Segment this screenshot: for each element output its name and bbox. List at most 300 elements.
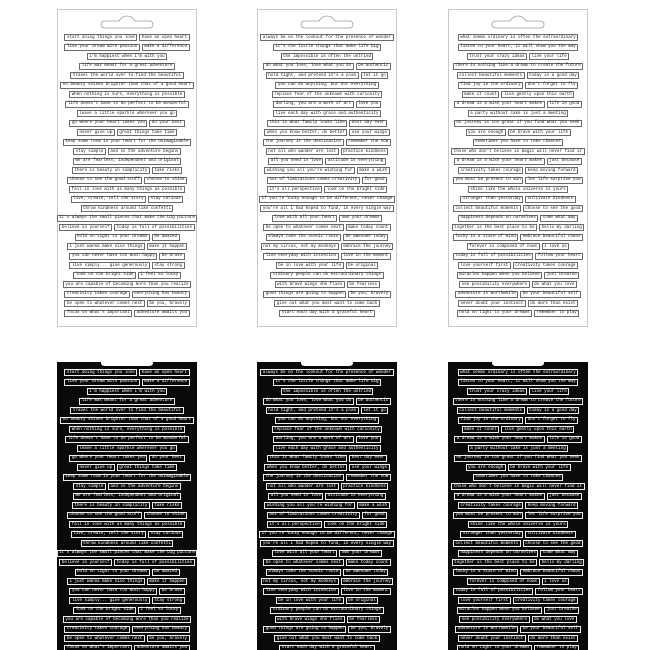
strip-row: [257, 520, 397, 530]
sticker-sheet-white-right: [448, 9, 588, 327]
sticker-strip: do your best: [149, 120, 184, 127]
strip-row: [258, 138, 396, 148]
strip-row: [448, 634, 588, 644]
hanger-slot-icon: [491, 15, 545, 29]
strip-row: [58, 109, 196, 119]
sticker-strip: it's all perspective: [267, 186, 322, 193]
sticker-strip: own your dreams: [339, 550, 382, 557]
sticker-strip: stay curious: [148, 196, 183, 203]
strip-row: [449, 71, 587, 81]
sticker-strip: start doing things you love: [64, 369, 137, 376]
strip-row: [449, 52, 587, 62]
sticker-strip: sometimes you have to take chances: [473, 139, 563, 146]
strip-row: [58, 309, 196, 319]
strip-row: [57, 539, 197, 549]
phrase-strips: [449, 33, 587, 318]
sticker-strip: stay strong: [152, 597, 185, 604]
strip-row: [58, 176, 196, 186]
sticker-strip: do what you love, love what you do: [263, 398, 353, 405]
sticker-strip: for good: [362, 177, 387, 184]
phrase-strips: [57, 368, 197, 650]
sticker-strip: if you're lucky enough to be different, never change: [259, 196, 395, 203]
sticker-strip: today is full of possibilities: [114, 224, 194, 231]
sticker-strip: make it count: [462, 91, 500, 98]
strip-row: [57, 482, 197, 492]
sticker-strip: be you, bravely: [348, 291, 391, 298]
strip-row: [58, 62, 196, 72]
sticker-strip: life was meant for a great adventure: [79, 63, 174, 70]
sticker-strip: it's always the small pieces that make the big picture: [57, 550, 198, 557]
strip-row: [448, 644, 588, 650]
sticker-strip: be fearless: [347, 616, 380, 623]
sticker-strip: shine like the whole universe is yours: [468, 186, 569, 193]
strip-row: [57, 397, 197, 407]
sticker-strip: hold tight, and pretend it's a plan: [266, 407, 359, 414]
sticker-strip: fall in love with as many things as possible: [69, 521, 185, 528]
strip-row: [258, 309, 396, 319]
sticker-strip: follow your heart: [535, 588, 583, 595]
sticker-strip: choose to see the good stuff: [67, 512, 142, 519]
sticker-strip: out of limitations comes creativity: [267, 177, 360, 184]
strip-row: [258, 128, 396, 138]
strip-row: [258, 195, 396, 205]
sticker-strip: be fearless: [347, 281, 380, 288]
strip-row: [449, 147, 587, 157]
strip-row: [449, 223, 587, 233]
sticker-strip: replace fear of the unknown with curiosity: [272, 91, 383, 98]
strip-row: [257, 634, 397, 644]
sticker-strip: don't forget to fly: [525, 417, 578, 424]
sticker-strip: you are capable of becoming more than you realize: [63, 616, 191, 623]
sticker-strip: hold on tight to your dreams: [457, 310, 532, 317]
hanger-slot-icon: [491, 353, 545, 367]
strip-row: [257, 444, 397, 454]
sticker-strip: keep moving forward: [525, 502, 578, 509]
strip-row: [57, 368, 197, 378]
sticker-strip: with brave wings she flies: [275, 616, 345, 623]
strip-row: [258, 242, 396, 252]
strip-row: [57, 473, 197, 483]
strip-row: [258, 52, 396, 62]
strip-row: [448, 444, 588, 454]
sticker-strip: hold on tight to your dreams: [75, 234, 150, 241]
strip-row: [58, 280, 196, 290]
sticker-strip: make a wish: [357, 502, 390, 509]
strip-row: [57, 378, 197, 388]
sticker-strip: replace fear of the unknown with curiosity: [272, 426, 383, 433]
sticker-strip: adventure awaits you: [134, 310, 189, 317]
sticker-strip: live simply... give generously: [69, 262, 149, 269]
sticker-strip: best day ever: [349, 120, 387, 127]
sticker-strip: i just wanna make nice things: [67, 578, 145, 585]
sticker-strip: you can do anything, but not everything: [275, 417, 378, 424]
sticker-strip: always take the scenic route: [266, 569, 341, 576]
sticker-strip: make it happen: [147, 243, 187, 250]
sticker-strip: be open to whatever comes next: [263, 559, 343, 566]
strip-row: [57, 454, 197, 464]
strip-row: [58, 33, 196, 43]
sticker-strip: stay simple: [73, 483, 106, 490]
sticker-strip: come what may: [540, 550, 578, 557]
sticker-strip: never doubt your instinct: [458, 300, 526, 307]
sticker-strip: make a difference: [142, 44, 190, 51]
strip-row: [449, 100, 587, 110]
sticker-strip: live in the moment: [341, 253, 391, 260]
sticker-strip: live gently upon this earth: [501, 91, 574, 98]
strip-row: [58, 214, 196, 224]
sticker-strip: you can never have too much happy: [69, 588, 157, 595]
strip-row: [257, 539, 397, 549]
sticker-strip: love you: [356, 436, 381, 443]
strip-row: [449, 119, 587, 129]
sticker-strip: remember to play: [534, 310, 579, 317]
sticker-strip: be brave with your life: [508, 464, 571, 471]
sticker-strip: no beauty shines brighter than that of a good heart: [60, 417, 193, 424]
strip-row: [449, 252, 587, 262]
strip-row: [448, 416, 588, 426]
sticker-strip: leave a little sparkle wherever you go: [77, 445, 178, 452]
sticker-strip: live your life: [529, 388, 569, 395]
strip-row: [448, 387, 588, 397]
sticker-strip: see possibility everywhere: [459, 281, 529, 288]
strip-row: [57, 511, 197, 521]
sticker-strip: believe in yourself: [59, 559, 112, 566]
strip-row: [58, 204, 196, 214]
sticker-strip: look on the bright side: [73, 607, 136, 614]
strip-row: [449, 43, 587, 53]
strip-row: [58, 299, 196, 309]
sticker-strip: live your dream with passion: [64, 379, 139, 386]
strip-row: [57, 549, 197, 559]
sticker-strip: adventure awaits you: [134, 645, 189, 650]
sticker-strip: keep some room in your heart for the unimaginable: [63, 139, 191, 146]
sticker-strip: listen to your heart, it will show you the way: [458, 379, 579, 386]
strip-row: [258, 204, 396, 214]
sticker-strip: be amazed: [152, 234, 180, 241]
sticker-strip: let it go: [361, 72, 389, 79]
sticker-strip: ordinary people can do extraordinary things: [270, 272, 383, 279]
sticker-strip: it's the little things that make life big: [273, 379, 381, 386]
sticker-strip: do what you love: [532, 281, 577, 288]
sticker-strip: be open to whatever comes next: [263, 224, 343, 231]
sticker-strip: come what may: [540, 215, 578, 222]
strip-row: [57, 625, 197, 635]
sticker-strip: collect beautiful moments: [453, 205, 521, 212]
strip-row: [58, 242, 196, 252]
sticker-strip: make today count: [346, 559, 391, 566]
strip-row: [258, 109, 396, 119]
sticker-strip: let it go: [361, 407, 389, 414]
sticker-sheet-white-center: [257, 9, 397, 327]
sticker-strip: love yourself first: [458, 262, 511, 269]
strip-row: [448, 539, 588, 549]
strip-row: [449, 214, 587, 224]
strip-row: [57, 492, 197, 502]
strip-row: [449, 109, 587, 119]
sticker-strip: a party without cake is just a meeting: [468, 110, 569, 117]
strip-row: [448, 577, 588, 587]
sticker-strip: you can do anything, but not everything: [275, 82, 378, 89]
sticker-strip: happiness depends on ourselves: [458, 215, 538, 222]
sticker-strip: if you're lucky enough to be different, never change: [259, 531, 395, 538]
sticker-strip: a party without cake is just a meeting: [468, 445, 569, 452]
strip-row: [57, 644, 197, 650]
sticker-strip: not my circus, not my monkeys: [261, 243, 339, 250]
strip-row: [258, 233, 396, 243]
sticker-strip: use your wings: [349, 129, 389, 136]
sticker-strip: attitude is everything: [325, 158, 385, 165]
strip-row: [449, 138, 587, 148]
sticker-strip: creativity takes courage: [64, 291, 129, 298]
sticker-strip: remember the now: [346, 139, 391, 146]
sticker-strip: be you, bravely: [147, 635, 190, 642]
sticker-strip: you are capable of becoming more than you realize: [63, 281, 191, 288]
strip-row: [449, 299, 587, 309]
sticker-strip: just breathe: [544, 607, 579, 614]
sticker-strip: look on the bright side: [73, 272, 136, 279]
strip-row: [57, 406, 197, 416]
strip-row: [257, 492, 397, 502]
sticker-strip: sometimes you have to take chances: [473, 474, 563, 481]
sticker-strip: do what you love, love what you do: [263, 63, 353, 70]
strip-row: [448, 492, 588, 502]
strip-row: [57, 606, 197, 616]
strip-row: [449, 128, 587, 138]
sticker-strip: be authentic: [356, 398, 391, 405]
sticker-strip: everything has beauty: [132, 291, 190, 298]
sticker-strip: own your dreams: [339, 215, 382, 222]
sticker-strip: wishing you all you're wishing for: [264, 502, 354, 509]
sticker-strip: for good: [362, 512, 387, 519]
sticker-strip: forever is composed of nows: [467, 243, 540, 250]
hanger-slot-icon: [100, 353, 154, 367]
strip-row: [57, 444, 197, 454]
sticker-strip: have an open heart: [139, 369, 189, 376]
sticker-strip: creativity takes courage: [458, 167, 523, 174]
sticker-strip: go where your heart takes you: [69, 120, 147, 127]
sticker-strip: be awesome today: [343, 234, 388, 241]
sticker-strip: there is nothing like a dream to create the future: [453, 63, 584, 70]
strip-row: [448, 397, 588, 407]
sticker-strip: live your dream with passion: [64, 44, 139, 51]
sticker-sheet-white-left: [57, 9, 197, 327]
sticker-strip: hello my darling: [539, 224, 584, 231]
sticker-strip: ordinary people can do extraordinary things: [270, 607, 383, 614]
sticker-strip: great things take time: [117, 464, 177, 471]
sticker-strip: have an open heart: [139, 34, 189, 41]
sticker-strip: it's the little things that make life big: [273, 44, 381, 51]
strip-row: [57, 558, 197, 568]
strip-row: [258, 261, 396, 271]
sticker-strip: lucky is a state of mind: [453, 569, 518, 576]
sticker-strip: you must be present to win: [453, 177, 523, 184]
sticker-strip: be amazed: [152, 569, 180, 576]
sticker-strip: find joy in the ordinary: [458, 82, 523, 89]
sticker-strip: let life surprise you: [525, 177, 583, 184]
sticker-strip: go where your heart takes you: [69, 455, 147, 462]
strip-row: [257, 558, 397, 568]
sticker-strip: together is the best place to be: [452, 224, 537, 231]
strip-row: [258, 157, 396, 167]
sticker-strip: start each day with a grateful heart: [279, 645, 374, 650]
sticker-strip: lucky is a state of mind: [453, 234, 518, 241]
sticker-strip: travel the world over to find the beautiful: [70, 72, 183, 79]
strip-row: [57, 596, 197, 606]
sticker-strip: the impossible is often the untried: [281, 388, 374, 395]
sticker-strip: you're all i had hoped to find, in every single way: [260, 540, 393, 547]
sticker-strip: good things are going to happen: [263, 626, 346, 633]
sticker-strip: stay strong: [152, 262, 185, 269]
sticker-strip: focus on what's important: [64, 310, 132, 317]
strip-row: [58, 261, 196, 271]
strip-row: [449, 261, 587, 271]
strip-row: [448, 558, 588, 568]
sticker-strip: start doing things you love: [64, 34, 137, 41]
sticker-strip: hold tight, and pretend it's a plan: [266, 72, 359, 79]
strip-row: [449, 195, 587, 205]
strip-row: [257, 406, 397, 416]
sticker-strip: today is a good day: [527, 407, 580, 414]
sticker-strip: collect beautiful moments: [453, 540, 521, 547]
sticker-strip: live, create, tell the story: [71, 196, 146, 203]
sticker-strip: always be on the lookout for the presence of wonder: [260, 369, 393, 376]
sticker-strip: life is good: [547, 101, 582, 108]
sticker-strip: be open to whatever comes next: [64, 635, 144, 642]
strip-row: [57, 435, 197, 445]
strip-row: [58, 233, 196, 243]
strip-row: [58, 100, 196, 110]
strip-row: [57, 587, 197, 597]
sticker-strip: great things take time: [117, 129, 177, 136]
sticker-strip: today is full of possibilities: [453, 588, 533, 595]
strip-row: [57, 416, 197, 426]
strip-row: [448, 568, 588, 578]
sticker-strip: the impossible is often the untried: [281, 53, 374, 60]
sticker-strip: you must be present to win: [453, 512, 523, 519]
sticker-strip: hold on tight to your dreams: [457, 645, 532, 650]
hanger-slot-icon: [100, 15, 154, 29]
sticker-strip: i feel so lucky: [138, 607, 181, 614]
sticker-strip: leave a little sparkle wherever you go: [77, 110, 178, 117]
sticker-strip: not all who wander are lost: [266, 483, 339, 490]
strip-row: [258, 43, 396, 53]
sticker-strip: just breathe: [544, 272, 579, 279]
sticker-strip: you are enough: [466, 129, 506, 136]
strip-row: [257, 397, 397, 407]
sticker-strip: be open to whatever comes next: [64, 300, 144, 307]
strip-row: [449, 271, 587, 281]
sticker-strip: embrace the journey: [341, 243, 394, 250]
sticker-strip: miracles happen when you believe: [457, 607, 542, 614]
strip-row: [258, 280, 396, 290]
sticker-strip: be original: [346, 262, 379, 269]
sticker-strip: find joy in the ordinary: [458, 417, 523, 424]
strip-row: [57, 634, 197, 644]
sticker-strip: always take the scenic route: [266, 234, 341, 241]
strip-row: [449, 185, 587, 195]
sticker-strip: always be on the lookout for the presence of wonder: [260, 34, 393, 41]
strip-row: [449, 280, 587, 290]
sticker-strip: adventure is worthwhile: [455, 626, 518, 633]
sticker-sheet-black-left: [57, 362, 197, 650]
sticker-strip: be brave with your life: [508, 129, 571, 136]
sticker-strip: live your life: [529, 53, 569, 60]
sticker-strip: be you, bravely: [348, 626, 391, 633]
sticker-strip: love yourself first: [458, 597, 511, 604]
sticker-strip: do what you love: [532, 616, 577, 623]
strip-row: [257, 368, 397, 378]
sticker-strip: the journey is the destination: [263, 139, 343, 146]
strip-row: [448, 406, 588, 416]
sticker-strip: look on the bright side: [324, 186, 387, 193]
sticker-strip: with brave wings she flies: [275, 281, 345, 288]
sticker-strip: when you know better, do better: [264, 464, 347, 471]
sticker-strip: let life surprise you: [525, 512, 583, 519]
strip-row: [58, 43, 196, 53]
sticker-strip: give out what you most want to come back: [274, 635, 380, 642]
hanger-slot-icon: [300, 15, 354, 29]
strip-row: [257, 463, 397, 473]
strip-row: [448, 587, 588, 597]
sticker-strip: live each day with grace and authenticity: [273, 110, 381, 117]
strip-row: [58, 252, 196, 262]
strip-row: [449, 233, 587, 243]
sticker-strip: do more than exist: [528, 300, 578, 307]
strip-row: [448, 511, 588, 521]
sticker-strip: not all who wander are lost: [266, 148, 339, 155]
sticker-strip: live, create, tell the story: [71, 531, 146, 538]
sticker-strip: today is full of possibilities: [453, 253, 533, 260]
strip-row: [449, 204, 587, 214]
sticker-strip: look on the bright side: [324, 521, 387, 528]
strip-row: [57, 520, 197, 530]
strip-row: [257, 435, 397, 445]
sticker-strip: take risks: [152, 167, 182, 174]
strip-row: [57, 568, 197, 578]
strip-row: [258, 147, 396, 157]
strip-row: [449, 176, 587, 186]
strip-row: [58, 71, 196, 81]
sticker-strip: fall in love with as many things as possible: [69, 186, 185, 193]
strip-row: [258, 90, 396, 100]
strip-row: [257, 482, 397, 492]
sticker-strip: keep some room in your heart for the unimaginable: [63, 474, 191, 481]
strip-row: [448, 596, 588, 606]
strip-row: [448, 530, 588, 540]
sticker-strip: not my circus, not my monkeys: [261, 578, 339, 585]
strip-row: [257, 596, 397, 606]
strip-row: [257, 473, 397, 483]
strip-row: [58, 128, 196, 138]
sticker-strip: be brave: [159, 253, 184, 260]
sticker-strip: darling, you are a work of art: [273, 436, 353, 443]
sticker-strip: creativity takes courage: [513, 597, 578, 604]
sticker-strip: be authentic: [356, 63, 391, 70]
sticker-strip: never give up: [77, 464, 115, 471]
sticker-strip: the journey is the destination: [263, 474, 343, 481]
sticker-strip: love you: [356, 101, 381, 108]
sticker-strip: when you know better, do better: [264, 129, 347, 136]
sticker-strip: attitude is everything: [325, 493, 385, 500]
sticker-strip: there is beauty in simplicity: [72, 167, 150, 174]
strip-row: [448, 625, 588, 635]
strip-row: [258, 185, 396, 195]
sticker-strip: make a difference: [142, 379, 190, 386]
strip-row: [257, 606, 397, 616]
sticker-strip: no journey is too great if you find what you seek: [454, 120, 582, 127]
sticker-strip: and so the adventure begins: [108, 148, 181, 155]
strip-row: [58, 119, 196, 129]
